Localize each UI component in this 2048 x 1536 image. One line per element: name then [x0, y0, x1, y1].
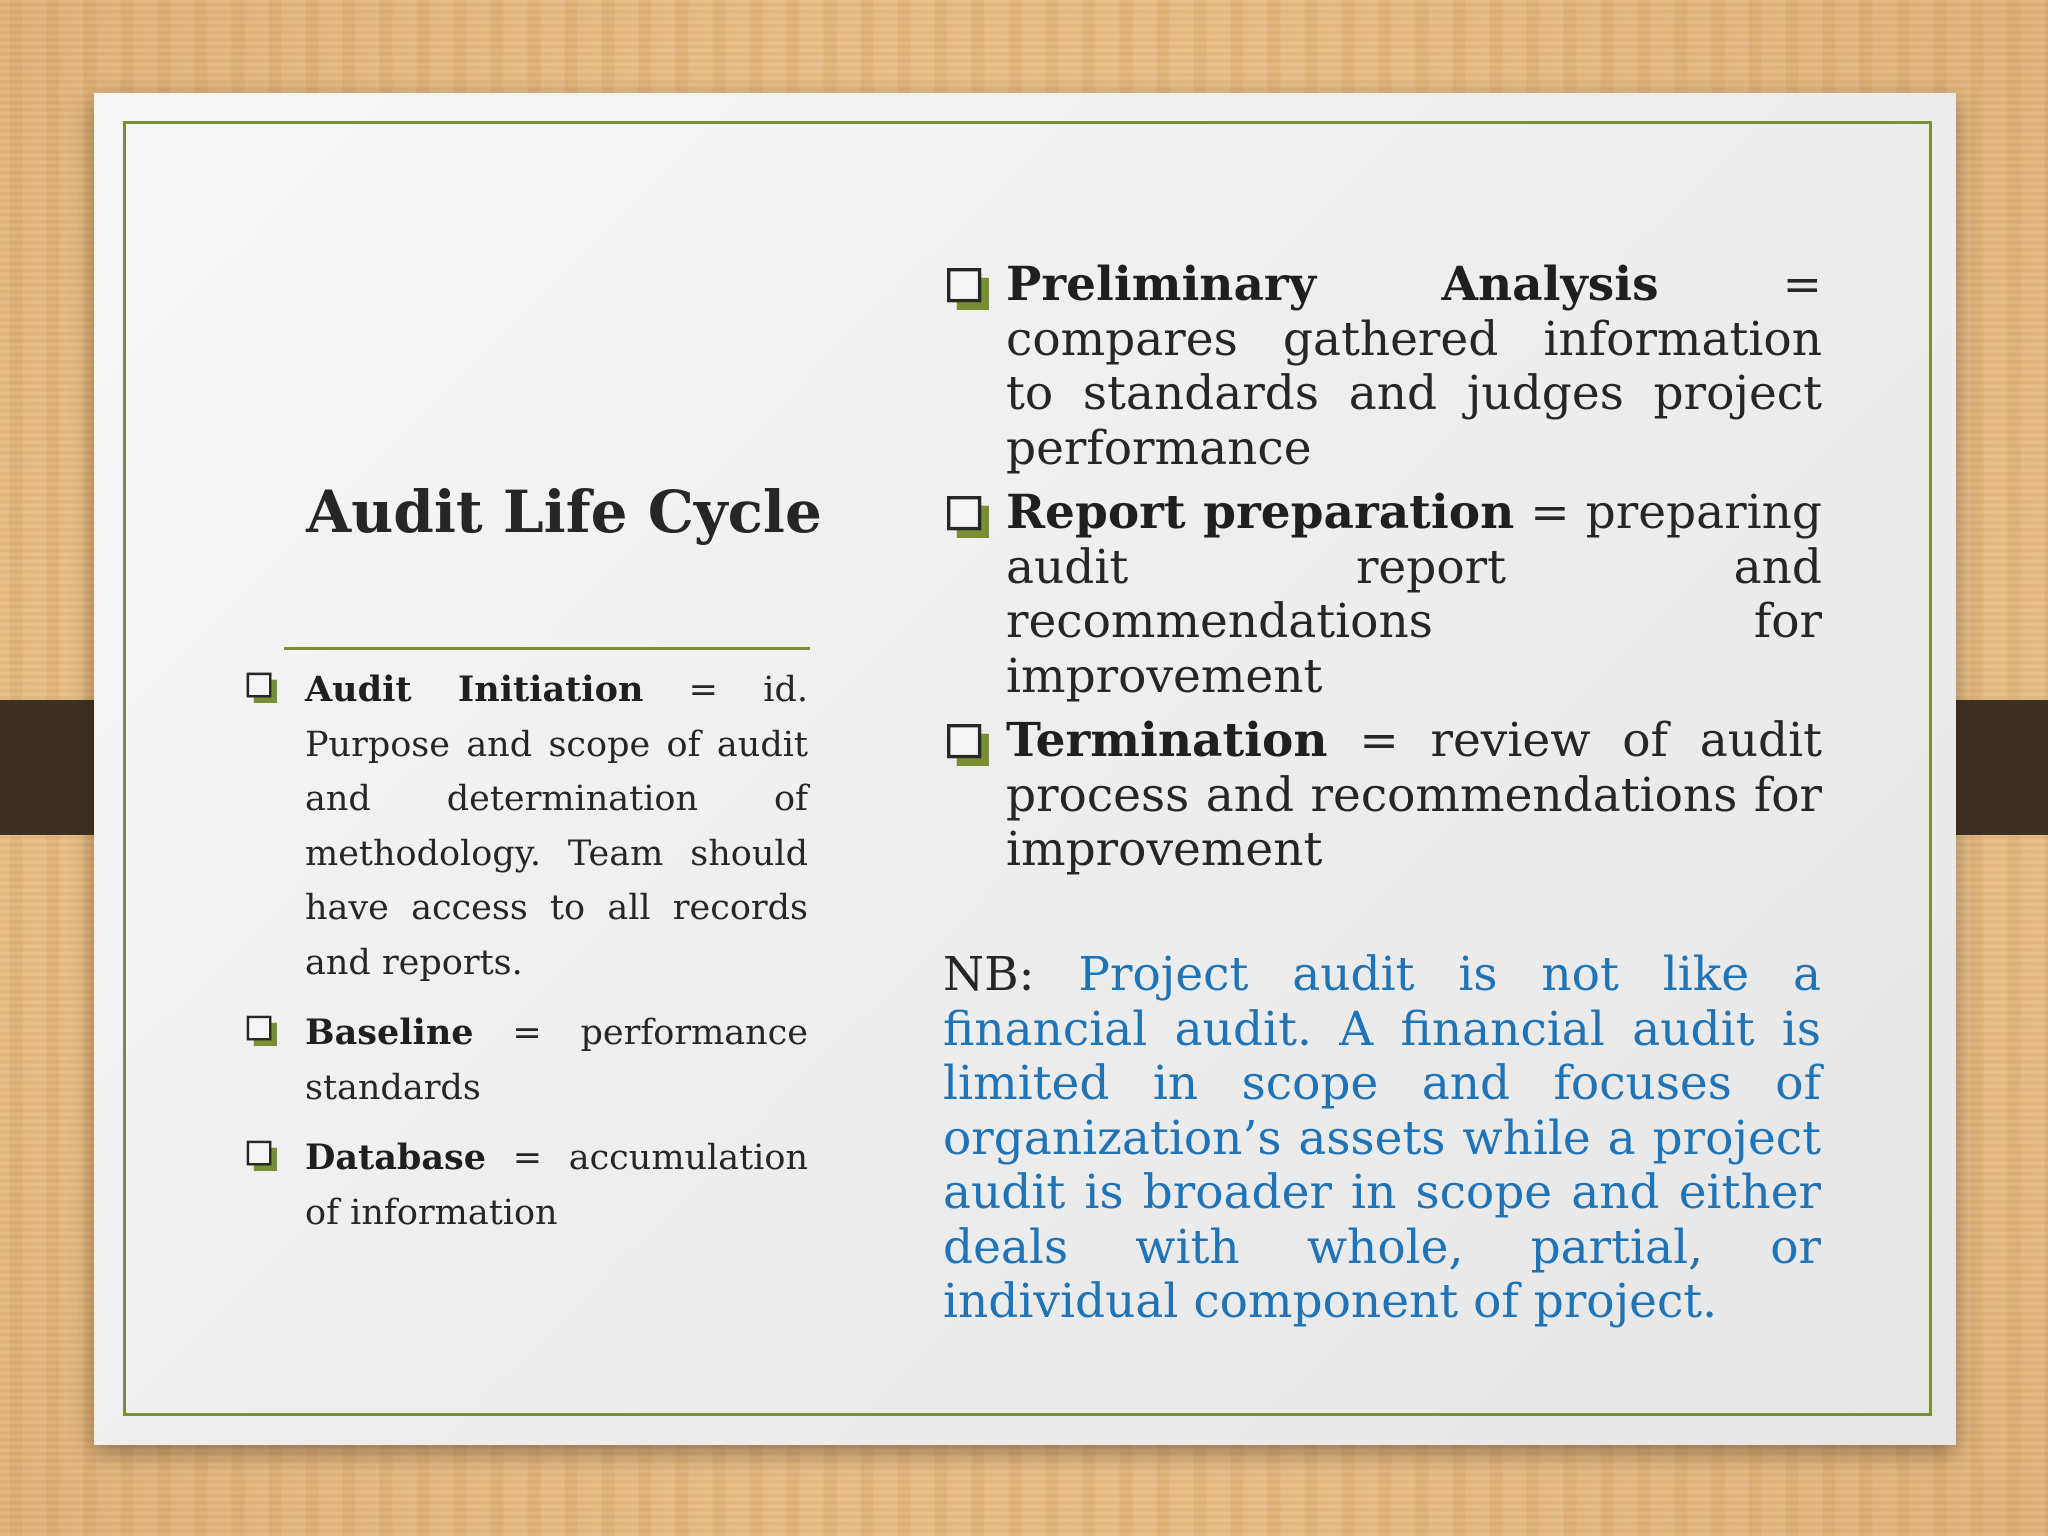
- note-paragraph: [943, 948, 1821, 1330]
- bullet-term: Termination: [1006, 713, 1328, 768]
- checkbox-icon: [246, 1140, 277, 1171]
- right-bullet-list: [946, 258, 1822, 888]
- left-bullet-list: [246, 663, 808, 1256]
- bullet-text: = review of audit process and recommendations for improvement: [1006, 713, 1822, 877]
- checkbox-icon: [946, 495, 989, 538]
- bullet-item-baseline: [246, 1006, 808, 1115]
- bullet-term: Preliminary Analysis: [1006, 257, 1659, 312]
- bullet-text: = id. Purpose and scope of audit and determination of methodology. Team should have access to all records and reports.: [305, 670, 808, 983]
- note-prefix: NB:: [943, 947, 1079, 1002]
- bullet-text: = accumulation of information: [305, 1138, 808, 1233]
- slide: [94, 93, 1956, 1445]
- slide-title: Audit Life Cycle: [306, 478, 822, 546]
- bullet-text: = compares gathered information to standards and judges project performance: [1006, 257, 1822, 476]
- title-underline: [284, 647, 810, 650]
- bullet-item-preliminary-analysis: [946, 258, 1822, 476]
- bullet-item-database: [246, 1131, 808, 1240]
- bullet-text: = performance standards: [305, 1013, 808, 1108]
- bullet-text: = preparing audit report and recommendations for improvement: [1006, 485, 1823, 704]
- checkbox-icon: [946, 267, 989, 310]
- bullet-term: Database: [305, 1137, 486, 1178]
- bullet-term: Report preparation: [1006, 485, 1515, 540]
- checkbox-icon: [246, 1015, 277, 1046]
- note-text: Project audit is not like a financial audit. A financial audit is limited in scope and focuses of organization’s assets while a project audit is broader in scope and either deals with whole, partial, or individual component of project.: [943, 947, 1821, 1329]
- checkbox-icon: [946, 723, 989, 766]
- bullet-item-termination: [946, 714, 1822, 878]
- bullet-item-audit-initiation: [246, 663, 808, 990]
- bullet-item-report-preparation: [946, 486, 1822, 704]
- bullet-term: Baseline: [305, 1012, 474, 1053]
- checkbox-icon: [246, 672, 277, 703]
- bullet-term: Audit Initiation: [305, 669, 644, 710]
